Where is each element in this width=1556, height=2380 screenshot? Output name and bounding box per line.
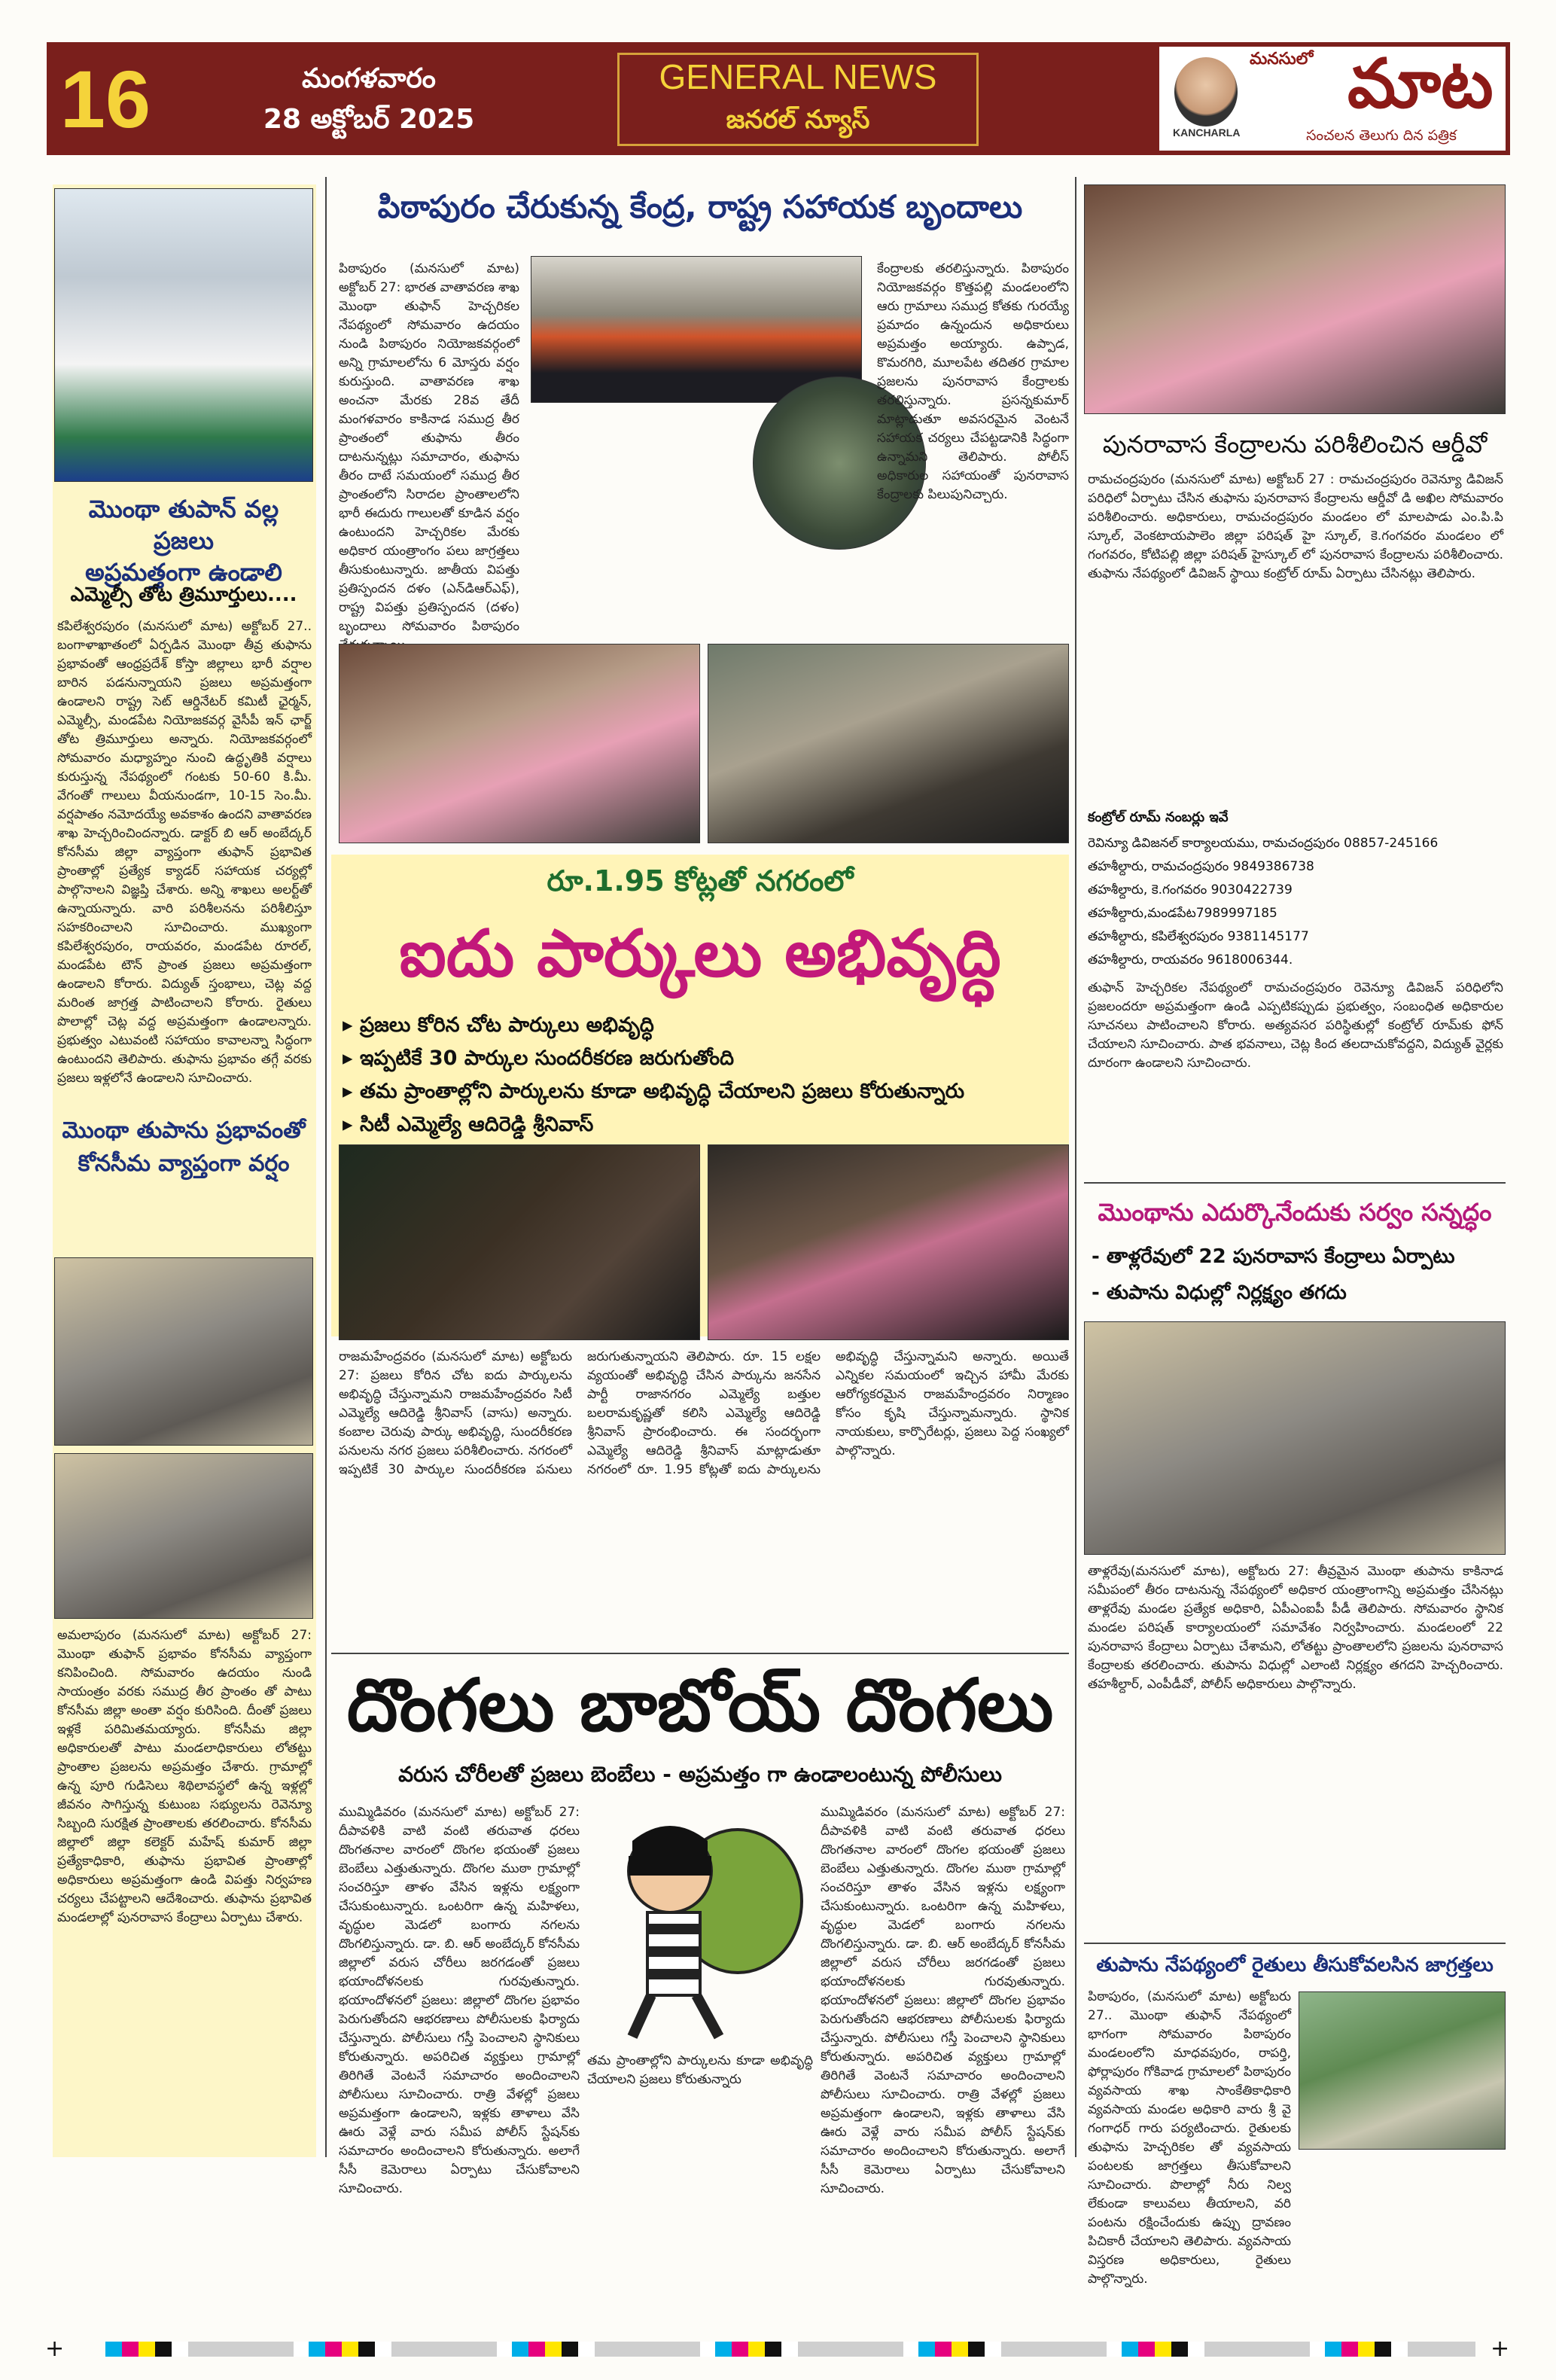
column-divider [325, 177, 327, 2157]
bullet-list [1092, 1239, 1506, 1314]
story-headline: ఐదు పార్కులు అభివృద్ధి [399, 916, 1001, 992]
column-divider [1075, 177, 1076, 2157]
control-room-item: తహశీల్దారు,మండపేట7989997185 [1088, 906, 1277, 921]
section-label [617, 53, 979, 146]
thief-icon [587, 1803, 813, 2044]
logo-tagline: సంచలన తెలుగు దిన పత్రిక [1306, 127, 1457, 144]
story-body: రాజమహేంద్రవరం (మనసులో మాట) అక్టోబరు 27: ప్రజలు కోరిన చోట ఐదు పార్కులను అభివృద్ధి చేస్తున్నామని రాజమహేంద్రవరం సిటీ ఎమ్మెల్యే ఆదిరెడ్డి శ్రీనివాస్ (వాసు) అన్నారు. కంబాల చెరువు పార్కు అభివృద్ధి, సుందరీకరణ పనులను నగర ప్రజలు పరిశీలించారు. నగరంలో ఇప్పటికే 30 పార్కుల సుందరీకరణ పనులు జరుగుతున్నాయని తెలిపారు. రూ. 15 లక్షల వ్యయంతో అభివృద్ధి చేసిన పార్కును జనసేన పార్టీ రాజానగరం ఎమ్మెల్యే బత్తుల బలరామకృష్ణతో కలిసి ఎమ్మెల్యే ఆదిరెడ్డి శ్రీనివాస్ ప్రారంభించారు. ఈ సందర్భంగా ఎమ్మెల్యే ఆదిరెడ్డి శ్రీనివాస్ మాట్లాడుతూ నగరంలో రూ. 1.95 కోట్లతో ఐదు పార్కులను అభివృద్ధి చేస్తున్నామని అన్నారు. అయితే ఎన్నికల సమయంలో ఇచ్చిన హామీ మేరకు ఆరోగ్యకరమైన రాజమహేంద్రవరం నిర్మాణం కోసం కృషి చేస్తున్నామన్నారు. స్థానిక నాయకులు, కార్పొరేటర్లు, ప్రజలు పెద్ద సంఖ్యలో పాల్గొన్నారు. [339, 1349, 1069, 1477]
story-headline: పిఠాపురం చేరుకున్న కేంద్ర, రాష్ట్ర సహాయక బృందాలు [377, 188, 1023, 225]
control-room-title: కంట్రోల్ రూమ్ నంబర్లు ఇవే [1088, 809, 1229, 825]
bullet-list [343, 1009, 1065, 1144]
story-headline: మొంథాను ఎదుర్కొనేందుకు సర్వం సన్నద్ధం [1098, 1198, 1492, 1227]
story-headline: తుపాను నేపథ్యంలో రైతులు తీసుకోవలసిన జాగ్రత్తలు [1096, 1954, 1494, 1976]
bullet-item: ▸ ఇప్పటికే 30 పార్కుల సుందరీకరణ జరుగుతోంది [343, 1047, 735, 1070]
day-label: మంగళవారం [302, 63, 436, 94]
registration-mark-icon: + [45, 2336, 65, 2362]
story-body: ముమ్మిడివరం (మనసులో మాట) అక్టోబర్ 27: దీపావళికి వాటి వంటి తరువాత ధరలు దొంగతనాల వారంలో దొంగల భయంతో ప్రజలు బెంబేలు ఎత్తుతున్నారు. దొంగల ముఠా గ్రామాల్లో సంచరిస్తూ తాళం వేసిన ఇళ్లను లక్ష్యంగా చేసుకుంటున్నారు. ఒంటరిగా ఉన్న మహిళలు, వృద్ధుల మెడలో బంగారు నగలను దొంగలిస్తున్నారు. డా. బి. ఆర్ అంబేద్కర్ కోనసీమ జిల్లాలో వరుస చోరీలు జరగడంతో ప్రజలు భయాందోళనలకు గురవుతున్నారు. భయాందోళనలో ప్రజలు: జిల్లాలో దొంగల ప్రభావం పెరుగుతోందని ఆభరణాలు పోలీసులకు ఫిర్యాదు చేస్తున్నారు. పోలీసులు గస్తీ పెంచాలని స్థానికులు కోరుతున్నారు. అపరిచిత వ్యక్తులు గ్రామాల్లో తిరిగితే వెంటనే సమాచారం అందించాలని పోలీసులు సూచించారు. రాత్రి వేళల్లో ప్రజలు అప్రమత్తంగా ఉండాలని, ఇళ్లకు తాళాలు వేసి ఊరు వెళ్లే వారు సమీప పోలీస్ స్టేషన్‌కు సమాచారం అందించాలని కోరుతున్నారు. అలాగే సీసీ కెమెరాలు ఏర్పాటు చేసుకోవాలని సూచించారు. [339, 1805, 580, 2196]
bullet-item: ▸ సిటీ ఎమ్మెల్యే ఆదిరెడ్డి శ్రీనివాస్ [343, 1113, 594, 1136]
section-en: GENERAL NEWS [659, 57, 937, 96]
story-body: కేంద్రాలకు తరలిస్తున్నారు. పిఠాపురం నియోజకవర్గం కొత్తపల్లి మండలంలోని ఆరు గ్రామాలు సముద్ర కోతకు గురయ్యే ప్రమాదం ఉన్నందున అధికారులు అప్రమత్తం అయ్యారు. ఉప్పాడ, కొమరగిరి, మూలపేట తదితర గ్రామాల ప్రజలను పునరావాస కేంద్రాలకు తరలిస్తున్నారు. ప్రసన్నకుమార్ మాట్లాడుతూ అవసరమైన వెంటనే సహాయక చర్యలు చేపట్టడానికి సిద్ధంగా ఉన్నామని తెలిపారు. పోలీస్ అధికారుల సహాయంతో పునరావాస కేంద్రాలకు పిలుపునిచ్చారు. [877, 261, 1069, 502]
control-room-item: తహశీల్దారు, రాయవరం 9618006344. [1088, 952, 1293, 968]
rain-photo [708, 644, 1069, 843]
farm-field-photo [1299, 1991, 1506, 2150]
section-te: జనరల్ న్యూస్ [726, 105, 870, 135]
story-kicker: రూ.1.95 కోట్లతో నగరంలో [547, 864, 854, 897]
story-headline: దొంగలు బాబోయ్ దొంగలు [346, 1663, 1054, 1748]
story-body: అమలాపురం (మనసులో మాట) అక్టోబర్ 27: మొంథా తుఫాన్ ప్రభావం కోనసీమ వ్యాప్తంగా కనిపించింది. సోమవారం ఉదయం నుండి సాయంత్రం వరకు సముద్ర తీర ప్రాంతం తో పాటు కోనసీమ జిల్లా అంతా వర్షం కురిసింది. దీంతో ప్రజలు ఇళ్లకే పరిమితమయ్యారు. కోనసీమ జిల్లా అధికారులతో పాటు మండలాధికారులు లోతట్టు ప్రాంతాల ప్రజలను అప్రమత్తం చేశారు. గ్రామాల్లో ఉన్న పూరి గుడిసెలు శిథిలావస్థలో ఉన్న ఇళ్లల్లో జీవనం సాగిస్తున్న కుటుంబ సభ్యులను రెవెన్యూ సిబ్బంది సురక్షిత ప్రాంతాలకు తరలించారు. కోనసీమ జిల్లాలో జిల్లా కలెక్టర్ మహేష్ కుమార్ జిల్లా ప్రత్యేకాధికారి, తుఫాను ప్రభావిత ప్రాంతాల్లో అధికారులు అప్రమత్తంగా ఉండి విపత్తు నిర్వహణ చర్యలు చేపట్టాలని ఆదేశించారు. తుఫాను ప్రభావిత మండలాల్లో పునరావాస కేంద్రాలు ఏర్పాటు చేశారు. [57, 1628, 312, 1925]
story-subhead: ఎమ్మెల్సీ తోట త్రిమూర్తులు.... [70, 584, 297, 606]
story-body: తమ ప్రాంతాల్లోని పార్కులను కూడా అభివృద్ధి చేయాలని ప్రజలు కోరుతున్నారు [587, 2053, 813, 2087]
story-headline: మొంథా తుపాను ప్రభావంతో కోనసీమ వ్యాప్తంగా వర్షం [62, 1117, 306, 1177]
politician-photo [54, 188, 313, 482]
logo-prefix: మనసులో [1250, 50, 1314, 69]
story-body: పిఠాపురం (మనసులో మాట) అక్టోబర్ 27: భారత వాతావరణ శాఖ మొంథా తుఫాన్ హెచ్చరికల నేపథ్యంలో సోమవారం ఉదయం నుండి పిఠాపురం నియోజకవర్గంలో అన్ని గ్రామాలలోను 6 మోస్తరు వర్షం కురుస్తుంది. వాతావరణ శాఖ అంచనా మేరకు 28వ తేదీ మంగళవారం కాకినాడ సముద్ర తీర ప్రాంతంలో తుఫాను తీరం దాటనున్నట్లు సమాచారం, తుఫాను తీరం దాటే సమయంలో సముద్ర తీర ప్రాంతంలోని సిరాదల ప్రాంతాలలోని భారీ ఈదురు గాలులతో కూడిన వర్షం ఉంటుందని హెచ్చరికల మేరకు అధికార యంత్రాంగం పలు జాగ్రత్తలు తీసుకుంటున్నారు. జాతీయ విపత్తు ప్రతిస్పందన దళం (ఎన్‌డిఆర్‌ఎఫ్), రాష్ట్ర విపత్తు ప్రతిస్పందన (దళం) బృందాలు సోమవారం పిఠాపురం [339, 261, 519, 634]
section-divider [1084, 1943, 1506, 1944]
section-divider [331, 1653, 1069, 1654]
meeting-photo [1084, 1321, 1506, 1555]
story-body: ముమ్మిడివరం (మనసులో మాట) అక్టోబర్ 27: దీపావళికి వాటి వంటి తరువాత ధరలు దొంగతనాల వారంలో దొంగల భయంతో ప్రజలు బెంబేలు ఎత్తుతున్నారు. దొంగల ముఠా గ్రామాల్లో సంచరిస్తూ తాళం వేసిన ఇళ్లను లక్ష్యంగా చేసుకుంటున్నారు. ఒంటరిగా ఉన్న మహిళలు, వృద్ధుల మెడలో బంగారు నగలను దొంగలిస్తున్నారు. డా. బి. ఆర్ అంబేద్కర్ కోనసీమ జిల్లాలో వరుస చోరీలు జరగడంతో ప్రజలు భయాందోళనలకు గురవుతున్నారు. భయాందోళనలో ప్రజలు: జిల్లాలో దొంగల ప్రభావం పెరుగుతోందని ఆభరణాలు పోలీసులకు ఫిర్యాదు చేస్తున్నారు. పోలీసులు గస్తీ పెంచాలని స్థానికులు కోరుతున్నారు. అపరిచిత వ్యక్తులు గ్రామాల్లో తిరిగితే వెంటనే సమాచారం అందించాలని పోలీసులు సూచించారు. రాత్రి వేళల్లో ప్రజలు అప్రమత్తంగా ఉండాలని, ఇళ్లకు తాళాలు వేసి ఊరు వెళ్లే వారు సమీప పోలీస్ స్టేషన్‌కు సమాచారం అందించాలని కోరుతున్నారు. అలాగే సీసీ కెమెరాలు ఏర్పాటు చేసుకోవాలని సూచించారు. [821, 1805, 1065, 2196]
control-room-item: తహశీల్దారు, రామచంద్రపురం 9849386738 [1088, 859, 1314, 874]
page-number: 16 [59, 53, 151, 145]
bullet-item: ▸ తమ ప్రాంతాల్లోని పార్కులను కూడా అభివృద్ధి చేయాలని ప్రజలు కోరుతున్నారు [343, 1080, 965, 1103]
bullet-item: ▸ ప్రజలు కోరిన చోట పార్కులు అభివృద్ధి [343, 1013, 654, 1037]
story-subhead: వరుస చోరీలతో ప్రజలు బెంబేలు - అప్రమత్తం గా ఉండాలంటున్న పోలీసులు [398, 1762, 1002, 1787]
date-label: 28 అక్టోబర్ 2025 [263, 104, 475, 135]
clinic-photo [54, 1453, 313, 1619]
story-body: తుఫాన్ హెచ్చరికల నేపథ్యంలో రామచంద్రపురం రెవెన్యూ డివిజన్ పరిధిలోని ప్రజలందరూ అప్రమత్తంగా ఉండి ఎప్పటికప్పుడు ప్రభుత్వం, సంబంధిత అధికారుల సూచనలు పాటించాలని కోరారు. అత్యవసర పరిస్థితుల్లో కంట్రోల్ రూమ్‌కు ఫోన్ చేయాలని సూచించారు. పాత భవనాలు, చెట్ల కింద తలదాచుకోవద్దని, విద్యుత్ వైర్లకు దూరంగా ఉండాలని సూచించారు. [1088, 980, 1503, 1071]
clinic-photo [54, 1257, 313, 1446]
color-calibration-bar [105, 2342, 1475, 2357]
newspaper-logo [1159, 44, 1506, 151]
bullet-item: - తుపాను విధుల్లో నిర్లక్ష్యం తగదు [1092, 1281, 1347, 1304]
story-body: రామచంద్రపురం (మనసులో మాట) అక్టోబర్ 27 : రామచంద్రపురం రెవెన్యూ డివిజన్ పరిధిలో ఏర్పాటు చేసిన తుఫాను పునరావాస కేంద్రాలను ఆర్డీవో డి అఖిల సోమవారం పరిశీలించారు. అధికారులు, రామచంద్రపురం మండలం లో మాలపాడు ఎం.పి.పి స్కూల్, వెంకటాయపాలెం జిల్లా పరిషత్ హై స్కూల్, కె.గంగవరం మండలం లో గంగవరం, కోటిపల్లి జిల్లా పరిషత్ హైస్కూల్ లో పునరావాస కేంద్రాలను పరిశీలించారు. తుఫాను నేపథ్యంలో డివిజన్ స్థాయి కంట్రోల్ రూమ్ ఏర్పాటు చేసినట్లు తెలిపారు. [1088, 472, 1503, 581]
story-body: తాళ్లరేవు(మనసులో మాట), అక్టోబరు 27: తీవ్రమైన మొంథా తుపాను కాకినాడ సమీపంలో తీరం దాటనున్న నేపథ్యంలో అధికార యంత్రాంగాన్ని అప్రమత్తం చేసినట్లు తాళ్లరేవు మండల ప్రత్యేక అధికారి, ఏపీఎంఐపీ పీడీ తెలిపారు. సోమవారం స్థానిక మండల పరిషత్ కార్యాలయంలో సమావేశం నిర్వహించారు. మండలంలో 22 పునరావాస కేంద్రాలు ఏర్పాటు చేశామని, లోతట్టు ప్రాంతాలలోని ప్రజలను పునరావాస కేంద్రాలకు తరలించారు. తుపాను విధుల్లో ఎలాంటి నిర్లక్ష్యం తగదని హెచ్చరించారు. తహశీల్దార్, ఎంపీడీవో, పోలీస్ అధికారులు పాల్గొన్నారు. [1088, 1564, 1503, 1692]
control-room-item: తహశీల్దారు, కె.గంగవరం 9030422739 [1088, 882, 1293, 897]
control-room-item: తహశీల్దారు, కపిలేశ్వరపురం 9381145177 [1088, 929, 1309, 944]
logo-portrait-icon [1174, 57, 1238, 126]
thief-cartoon [587, 1803, 813, 2044]
date-block [226, 59, 512, 149]
logo-title: మాట [1347, 44, 1494, 123]
park-inauguration-photo [708, 1144, 1069, 1340]
story-headline: మొంథా తుపాన్ వల్ల ప్రజలు అప్రమత్తంగా ఉండాలి [85, 495, 282, 587]
story-body: కపిలేశ్వరపురం (మనసులో మాట) అక్టోబర్ 27.. బంగాళాఖాతంలో ఏర్పడిన మొంథా తీవ్ర తుఫాను ప్రభావంతో ఆంధ్రప్రదేశ్ కోస్తా జిల్లాలు భారీ వర్షాల బారిన పడనున్నాయని ప్రజలు అప్రమత్తంగా ఉండాలని రాష్ట్ర సెట్ ఆర్డినేటర్ కమిటీ ఛైర్మన్, ఎమ్మెల్సీ, మండపేట నియోజకవర్గ వైసీపీ ఇన్ ఛార్జ్ తోట త్రిమూర్తులు అన్నారు. నియోజకవర్గంలో సోమవారం మధ్యాహ్నం నుంచి ఉద్ధృతికి వర్షాలు కురుస్తున్న నేపథ్యంలో గంటకు 50-60 కి.మీ. వేగంతో గాలులు వీయనుండగా, 10-15 సెం.మీ. వర్షపాతం నమోదయ్యే అవకాశం ఉందని వాతావరణ శాఖ హెచ్చరించిందన్నారు. డాక్టర్ బి ఆర్ అంబేద్కర్ కోనసీమ జిల్లా వ్యాప్తంగా తుఫాన్ ప్రభావిత ప్రాంతాల్లో ప్రత్యేక క్యాడర్ సహాయక చర్యల్లో పాల్గొనాలని విజ్ఞప్తి చేశారు. అన్ని శాఖలు అలర్ట్‌తో ఉన్నాయన్నారు. వారి పరిశీలనను పరిశీలిస్తూ సహకరించాలని సూచించారు. ముఖ్యంగా కపిలేశ్వరపురం, రాయవరం, మండపేట రూరల్, మండపేట టౌన్ ప్రాంత ప్రజలు అప్రమత్తంగా ఉండాలని కోరారు. విద్యుత్ స్తంభాలు, చెట్ల వద్ద మరింత జాగ్రత్త పాటించాలని కోరారు. రైతులు పొలాల్లో చెట్ల వద్ద అప్రమత్తంగా ఉండాలన్నారు. ప్రభుత్వం ఎటువంటి సహాయం కావాలన్నా సిద్ధంగా ఉంటుందని తెలిపారు. తుఫాను ప్రభావం తగ్గే వరకు ప్రజలు ఇళ్లలోనే ఉండాలని సూచించారు. [57, 619, 312, 1086]
shelter-photo [339, 644, 700, 843]
logo-name: KANCHARLA [1173, 126, 1241, 139]
control-room-item: రెవిన్యూ డివిజనల్ కార్యాలయము, రామచంద్రపురం 08857-245166 [1088, 836, 1439, 851]
control-room-list [1088, 832, 1503, 975]
bullet-item: - తాళ్లరేవులో 22 పునరావాస కేంద్రాలు ఏర్పాటు [1092, 1245, 1455, 1268]
story-headline: పునరావాస కేంద్రాలను పరిశీలించిన ఆర్డీవో [1102, 430, 1487, 459]
section-divider [1084, 1182, 1506, 1184]
park-event-photo [339, 1144, 700, 1340]
story-body: పిఠాపురం, (మనసులో మాట) అక్టోబరు 27.. మొంథా తుఫాన్ నేపథ్యంలో భాగంగా సోమవారం పిఠాపురం మండలంలోని మాధవపురం, రాపర్తి, ఫోర్లాపురం గోకివాడ గ్రామాలలో పిఠాపురం వ్యవసాయ శాఖ సాంకేతికాధికారి వ్యవసాయ మండల అధికారి వారు శ్రీ వై గంగాధర్ గారు పర్యటించారు. రైతులకు తుఫాను హెచ్చరికల తో వ్యవసాయ పంటలకు జాగ్రత్తలు తీసుకోవాలని సూచించారు. పొలాల్లో నీరు నిల్వ లేకుండా కాలువలు తీయాలని, వరి పంటను రక్షించేందుకు ఉప్పు ద్రావణం పిచికారీ చేయాలని తెలిపారు. వ్యవసాయ విస్తరణ అధికారులు, రైతులు పాల్గొన్నారు. [1088, 1989, 1291, 2287]
registration-mark-icon: + [1491, 2336, 1510, 2362]
rdo-visit-photo [1084, 184, 1506, 414]
